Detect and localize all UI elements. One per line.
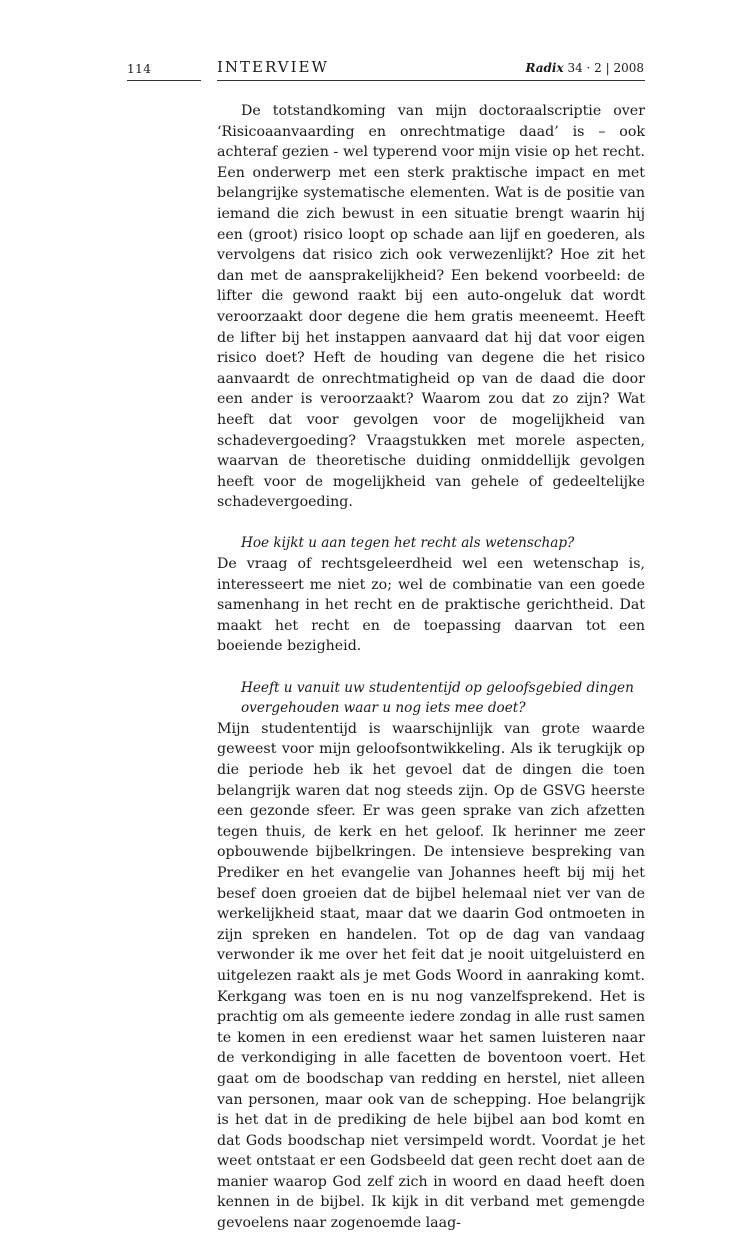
interview-question: Hoe kijkt u aan tegen het recht als wetenschap? [241,535,575,552]
journal-reference [525,61,644,75]
interview-answer: De vraag of rechtsgeleerdheid wel een wetenschap is, interesseert me niet zo; wel de combinatie van een goede samenhang in het recht en de praktische gerichtheid. Dat maakt het recht en de toepassing daarvan tot een boeiende bezigheid. [217,556,645,655]
interview-answer: Mijn studententijd is waarschijnlijk van grote waarde geweest voor mijn geloofsontwikkeling. Als ik terugkijk op die periode heb ik het gevoel dat de dingen die toen belangrijk waren dat nog steeds zijn. Op de GSVG heerste een gezonde sfeer. Er was geen sprake van zich afzetten tegen thuis, de kerk en het geloof. Ik herinner me zeer opbouwende bijbelkringen. De intensieve bespreking van Prediker en het evangelie van Johannes heeft bij mij het besef doen groeien dat de bijbel helemaal niet ver van de werkelijkheid staat, maar dat we daarin God ontmoeten in zijn spreken en handelen. Tot op de dag van vandaag verwonder ik me over het feit dat je nooit uitgeluisterd en uitgelezen raakt als je met Gods Woord in aanraking komt. Kerkgang was toen en is nu nog vanzelfsprekend. Het is prachtig om als gemeente iedere zondag in alle rust samen te komen in een eredienst waar het samen luisteren naar de verkondiging in alle facetten de boventoon voert. Het gaat om de boodschap van redding en herstel, niet alleen van personen, maar ook van de schepping. Hoe belangrijk is het dat in de prediking de hele bijbel aan bod komt en dat Gods boodschap niet versimpeld wordt. Voordat je het weet ontstaat er een Godsbeeld dat geen recht doet aan de manier waarop God zelf zich in woord en daad heeft doen kennen in de bijbel. Ik kijk in dit verband met gemengde gevoelens naar zogenoemde laag- [217,720,645,1232]
header-rule-right [217,80,645,81]
article-body [217,101,645,1234]
journal-issue: 34 · 2 | 2008 [567,61,644,75]
journal-name: Radix [525,61,564,75]
interview-question: Heeft u vanuit uw studententijd op geloofsgebied dingen overgehouden waar u nog iets mee doet? [241,679,634,717]
paragraph: De totstandkoming van mijn doctoraalscriptie over ‘Risicoaanvaarding en onrechtmatige daad’ is – ook achteraf gezien - wel typerend voor mijn visie op het recht. Een onderwerp met een sterk praktische impact en met belangrijke systematische elementen. Wat is de positie van iemand die zich bewust in een situatie brengt waarin hij een (groot) risico loopt op schade aan lijf en goederen, als vervolgens dat risico zich ook verwezenlijkt? Hoe zit het dan met de aansprakelijkheid? Een bekend voorbeeld: de lifter die gewond raakt bij een auto-ongeluk dat wordt veroorzaakt door degene die hem gratis meeneemt. Heeft de lifter bij het instappen aanvaard dat hij dat voor eigen risico doet? Heft de houding van degene die het risico aanvaardt de onrechtmatigheid op van de daad die door een ander is veroorzaakt? Waarom zou dat zo zijn? Wat heeft dat voor gevolgen voor de mogelijkheid van schadevergoeding? Vraagstukken met morele aspecten, waarvan de theoretische duiding onmiddellijk gevolgen heeft voor de mogelijkheid van gehele of gedeeltelijke schadevergoeding. [217,103,645,511]
page-number: 114 [127,62,152,76]
header-rule-left [127,80,201,81]
section-title: INTERVIEW [217,58,329,76]
